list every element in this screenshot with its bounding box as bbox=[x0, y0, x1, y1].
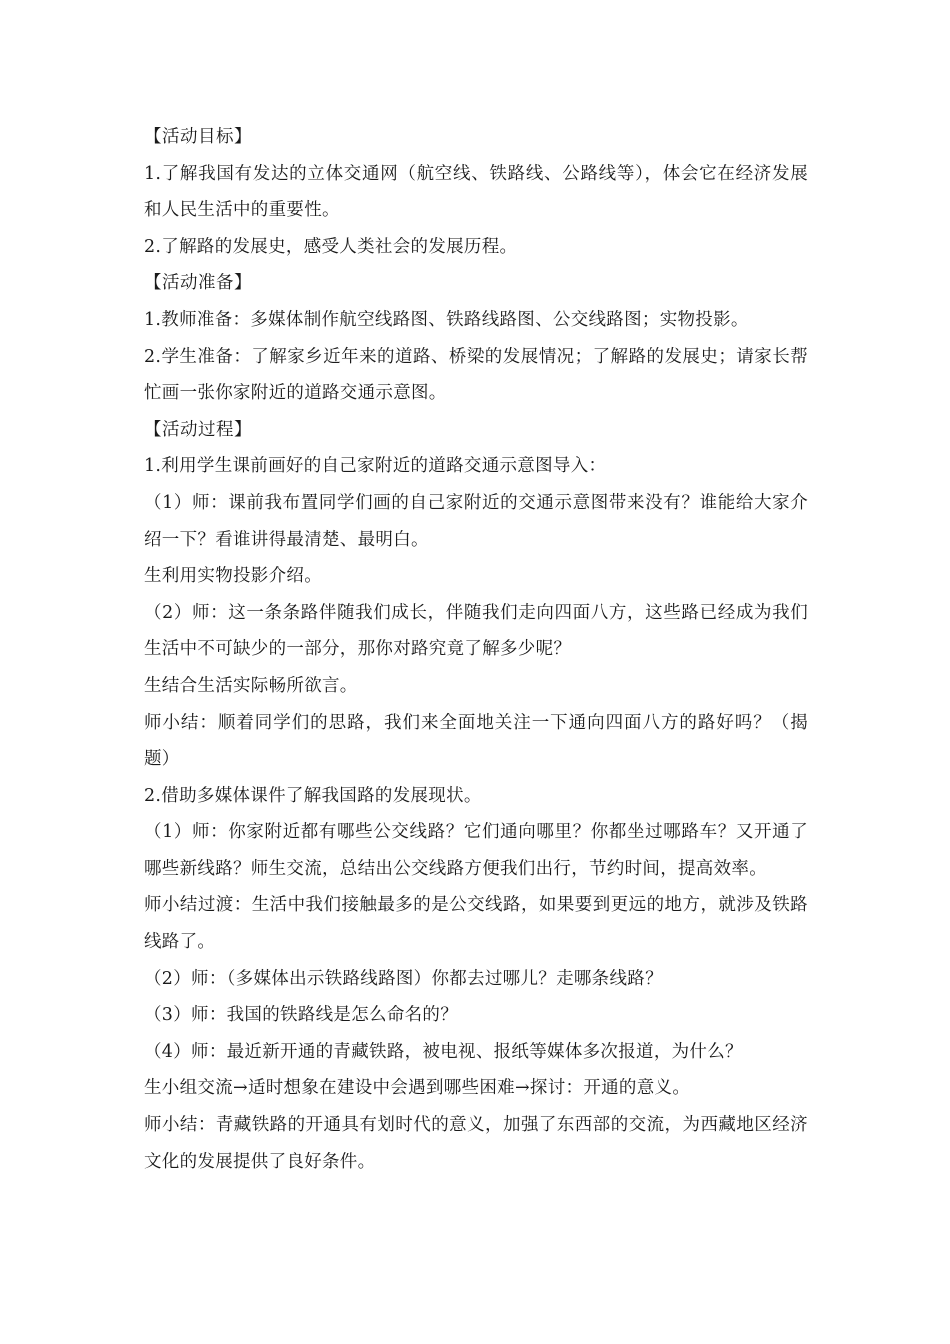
process-step-2-sub-4: （4）师：最近新开通的青藏铁路，被电视、报纸等媒体多次报道，为什么？ bbox=[144, 1041, 743, 1062]
process-step-2: 2.借助多媒体课件了解我国路的发展现状。 bbox=[144, 785, 482, 806]
preparation-item-1: 1.教师准备：多媒体制作航空线路图、铁路线路图、公交线路图；实物投影。 bbox=[144, 309, 749, 330]
preparation-item-2: 2.学生准备：了解家乡近年来的道路、桥梁的发展情况；了解路的发展史；请家长帮忙画一张你家附近的道路交通示意图。 bbox=[144, 346, 808, 404]
document-body bbox=[144, 119, 808, 1180]
process-step-2-teacher-summary: 师小结：青藏铁路的开通具有划时代的意义，加强了东西部的交流，为西藏地区经济文化的发展提供了良好条件。 bbox=[144, 1115, 808, 1172]
process-step-1-student-response-2: 生结合生活实际畅所欲言。 bbox=[144, 675, 358, 696]
process-step-2-sub-2: （2）师：（多媒体出示铁路线路图）你都去过哪儿？走哪条线路？ bbox=[144, 968, 663, 989]
process-step-1-teacher-summary: 师小结：顺着同学们的思路，我们来全面地关注一下通向四面八方的路好吗？（揭题） bbox=[144, 712, 808, 770]
process-step-2-transition-summary: 师小结过渡：生活中我们接触最多的是公交线路，如果要到更远的地方，就涉及铁路线路了。 bbox=[144, 895, 808, 953]
process-step-2-sub-1: （1）师：你家附近都有哪些公交线路？它们通向哪里？你都坐过哪路车？又开通了哪些新线路？师生交流，总结出公交线路方便我们出行，节约时间，提高效率。 bbox=[144, 822, 808, 879]
section-heading-activity-process: 【活动过程】 bbox=[144, 419, 252, 440]
process-step-1: 1.利用学生课前画好的自己家附近的道路交通示意图导入： bbox=[144, 456, 607, 477]
goal-item-1: 1.了解我国有发达的立体交通网（航空线、铁路线、公路线等），体会它在经济发展和人民生活中的重要性。 bbox=[144, 163, 808, 221]
goal-item-2: 2.了解路的发展史，感受人类社会的发展历程。 bbox=[144, 236, 518, 257]
process-step-1-sub-1: （1）师：课前我布置同学们画的自己家附近的交通示意图带来没有？谁能给大家介绍一下？看谁讲得最清楚、最明白。 bbox=[144, 492, 808, 550]
process-step-2-group-discussion: 生小组交流→适时想象在建设中会遇到哪些困难→探讨：开通的意义。 bbox=[144, 1078, 691, 1099]
section-heading-activity-preparation: 【活动准备】 bbox=[144, 273, 252, 294]
process-step-1-student-response-1: 生利用实物投影介绍。 bbox=[144, 566, 322, 587]
section-heading-activity-goals: 【活动目标】 bbox=[144, 127, 252, 147]
process-step-1-sub-2: （2）师：这一条条路伴随我们成长，伴随我们走向四面八方，这些路已经成为我们生活中不可缺少的一部分，那你对路究竟了解多少呢？ bbox=[144, 602, 808, 660]
process-step-2-sub-3: （3）师：我国的铁路线是怎么命名的？ bbox=[144, 1005, 459, 1026]
